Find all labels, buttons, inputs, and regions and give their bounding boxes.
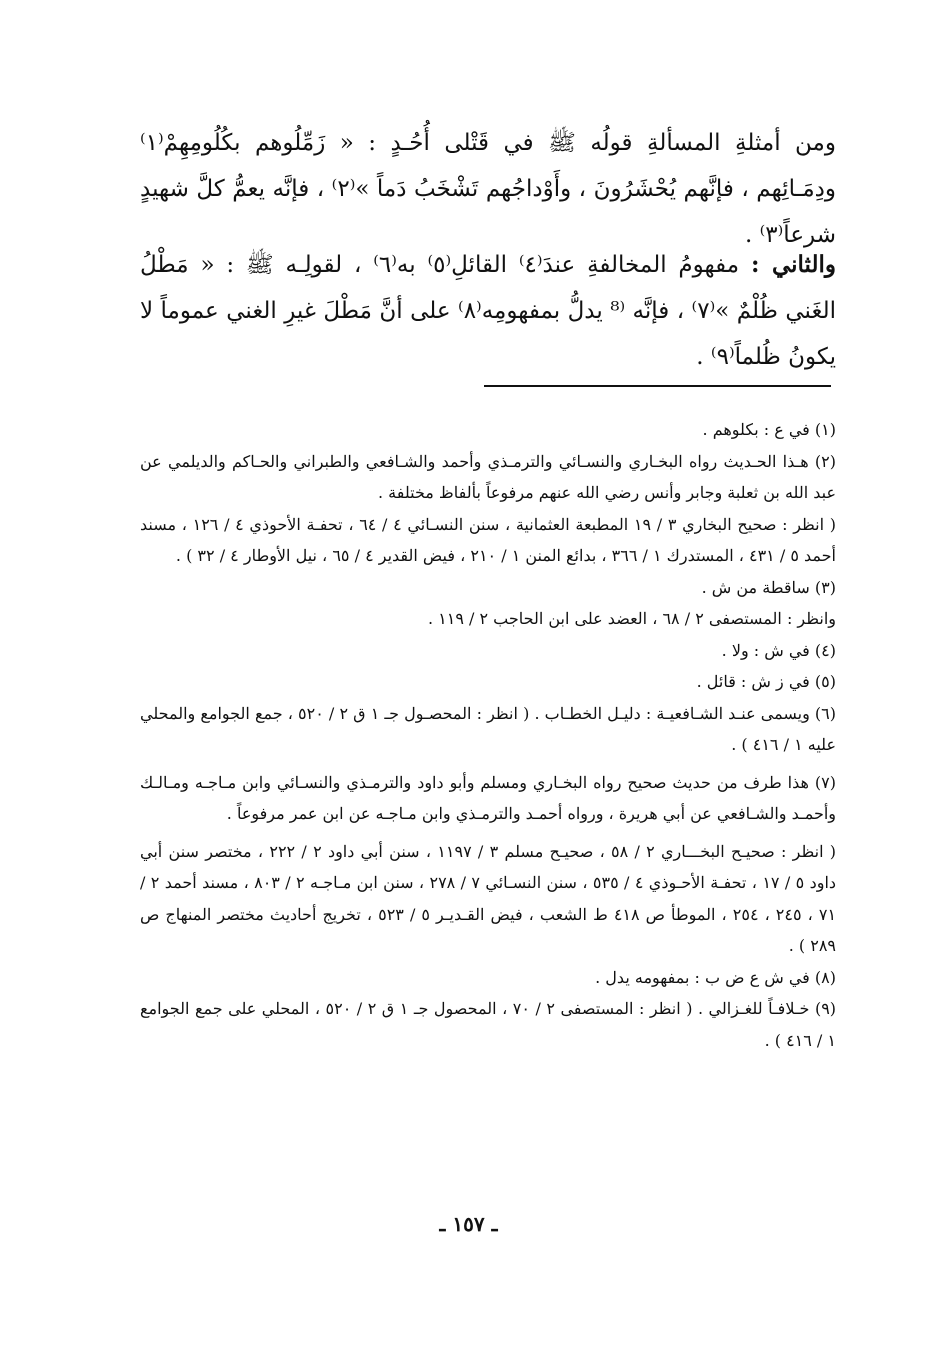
footnote-9: (٩) خـلافـاً للغـزالي . ( انظر : المستصفى ٢ / ٧٠ ، المحصول جـ ١ ق ٢ / ٥٢٠ ، المحلي على جمع الجوامع ١ / ٤١٦ ) . [140, 999, 837, 1050]
footnote-1: (١) في ع : بكلوهم . [702, 420, 836, 439]
body-paragraph-1 [140, 120, 836, 258]
paragraph-rest: مفهومُ المخالفةِ عندَ⁽٤⁾ القائلِ⁽٥⁾ به⁽٦⁾ ، لقولِـه ﷺ : « مَطْلُ الغَني ظُلْمٌ »⁽٧⁾ ، فإنَّه ⁽⁸ يدلُّ بمفهومِه⁽٨⁾ على أنَّ مَطْلَ غيرِ الغني عموماً لا يكونُ ظُلماً⁽٩⁾ . [140, 252, 836, 370]
paragraph-lead: والثاني : [750, 251, 836, 278]
footnote-7: (٧) هذا طرف من حديث صحيح رواه البخـاري ومسلم وأبو داود والترمـذي والنسـائي وابن مـاجـه ومـالـك وأحمـد والشـافعي عن أبي هريرة ، ورواه أحمـد والترمـذي وابن مـاجـه عن ابن عمر مرفوعاً . [140, 772, 836, 823]
footnote-2: (٢) هـذا الحـديث رواه البخـاري والنسـائي والترمـذي وأحمد والشـافعي والطبراني والحـاكم والديلمي عن عبد الله بن ثعلبة وجابر وأنس رضي الله عنهم مرفوعاً بألفاظ مختلفة . [140, 451, 836, 502]
body-paragraph-2 [140, 242, 836, 380]
page-number: ـ ١٥٧ ـ [439, 1212, 498, 1236]
paragraph-text [140, 242, 836, 380]
footnote-7-refs: ( انظر : صحيـح البخـــاري ٢ / ٥٨ ، صحيـح مسلم ٣ / ١١٩٧ ، سنن أبي داود ٢ / ٢٢٢ ، مختصر سنن أبي داود ٥ / ١٧ ، تحفـة الأحـوذي ٤ / ٥٣٥ ، سنن النسـائي ٧ / ٢٧٨ ، سنن ابن مـاجـه ٢ / ٨٠٣ ، مسند أحمد ٢ / ٧١ ، ٢٤٥ ، ٢٥٤ ، الموطأ ص ٤١٨ ط الشعب ، فيض القـديـر ٥ / ٥٢٣ ، تخريج أحاديث مختصر المنهاج ص ٢٨٩ ) . [140, 841, 837, 955]
paragraph-text: ومن أمثلةِ المسألةِ قولُه ﷺ في قَتْلى أُحُـدٍ : « زَمِّلُوهم بكُلُومِهِمْ⁽١⁾ ودِمَـائِهم ، فإنَّهم يُحْشَرُونَ ، وأَوْداجُهم تَشْخَبُ دَماً »⁽٢⁾ ، فإنَّه يعمُّ كلَّ شهيدٍ شرعاً⁽٣⁾ . [140, 130, 836, 248]
footnote-3-refs: وانظر : المستصفى ٢ / ٦٨ ، العضد على ابن الحاجب ٢ / ١١٩ . [427, 609, 836, 628]
footnote-divider [484, 385, 831, 387]
footnote-8: (٨) في ش ع ض ب : بمفهومه يدل . [595, 967, 836, 987]
footnote-3: (٣) ساقطة من ش . [701, 577, 836, 597]
footnote-4: (٤) في ش : ولا . [721, 640, 836, 660]
footnotes [140, 414, 836, 1056]
footnote-2-refs: ( انظر : صحيح البخاري ٣ / ١٩ المطبعة العثمانية ، سنن النسـائي ٤ / ٦٤ ، تحفـة الأحوذي ٤ / ١٢٦ ، مسند أحمد ٥ / ٤٣١ ، المستدرك ١ / ٣٦٦ ، بدائع المنن ١ / ٢١٠ ، فيض القدير ٤ / ٦٥ ، نيل الأوطار ٤ / ٣٢ ) . [140, 514, 837, 565]
footnote-5: (٥) في ز ش : قائل . [696, 672, 836, 691]
footnote-6: (٦) ويسمى عنـد الشـافعيـة : دليـل الخطـاب . ( انظر : المحصـول جـ ١ ق ٢ / ٥٢٠ ، جمع الجوامع والمحلي عليه ١ / ٤١٦ ) . [140, 703, 837, 754]
